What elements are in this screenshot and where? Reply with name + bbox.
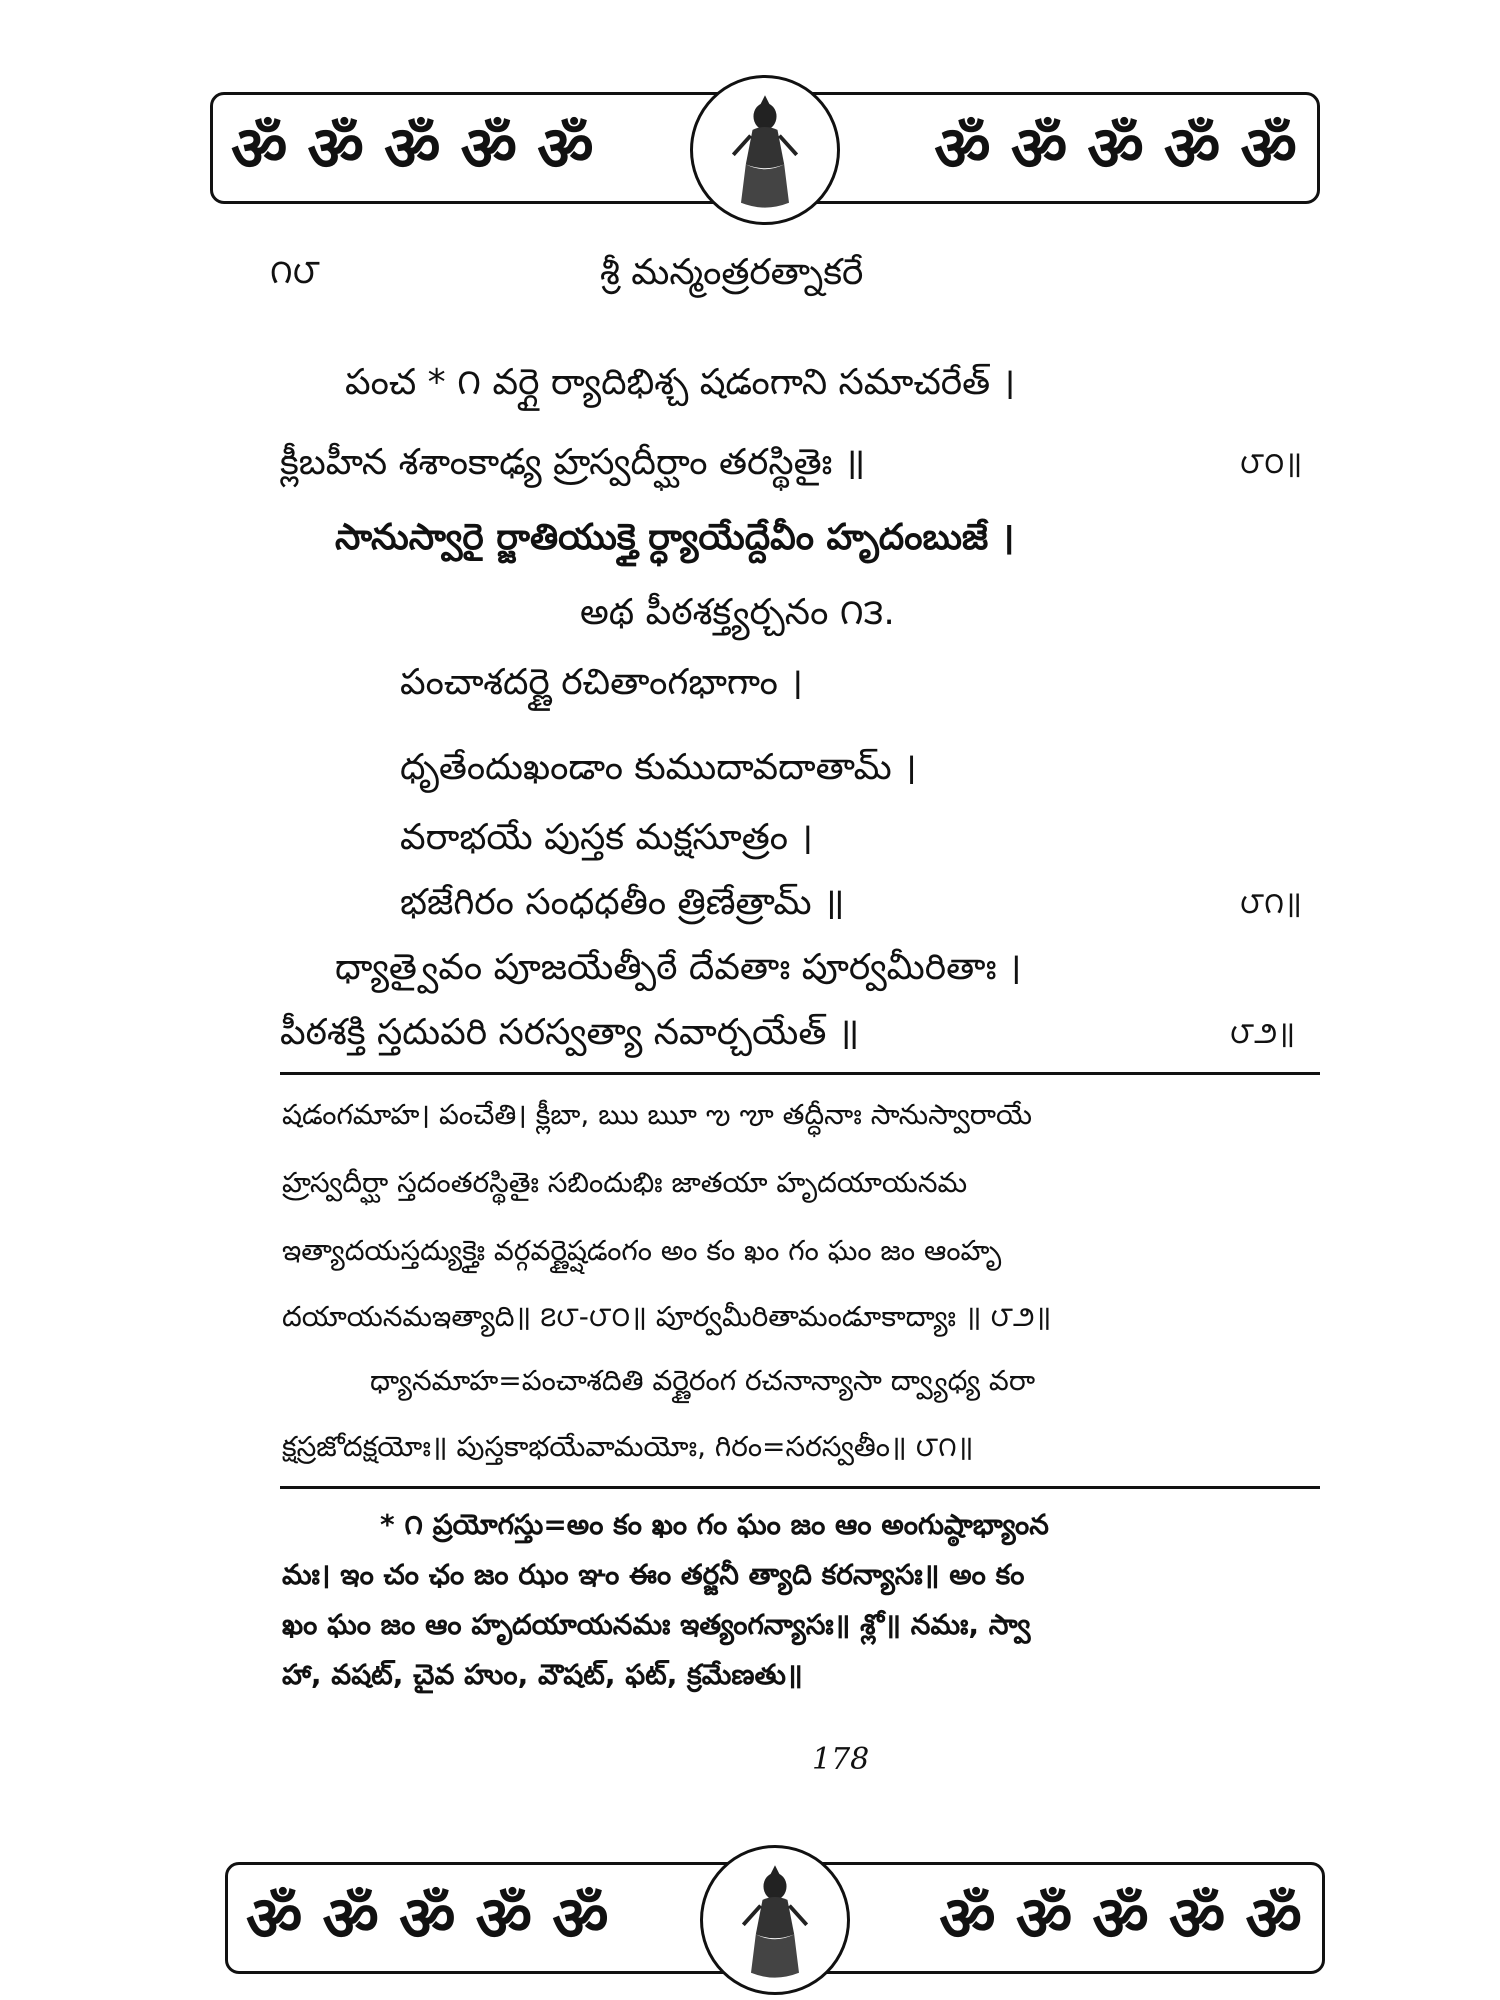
header-number: ౧౮ [270,252,320,292]
om-row-left [246,1879,611,1959]
verse-line: పంచ * ౧ వర్గై ర్యాదిభిశ్చ షడంగాని సమాచరేత్ । [345,362,1016,403]
top-om-border [210,92,1320,204]
om-symbol: ॐ [934,112,993,185]
om-row-right [934,109,1299,189]
om-symbol: ॐ [1010,112,1070,185]
om-symbol: ॐ [307,112,367,185]
verse-line: పీఠశక్తి స్తదుపరి సరస్వత్యా నవార్చయేత్ ॥ [280,1012,860,1053]
running-header [270,252,1310,312]
footnote-line: హా, వషట్, చైవ హుం, వౌషట్, ఫట్, క్రమేణతు॥ [282,1658,803,1691]
verse-line: భజేగిరం సంధధతీం త్రిణేత్రామ్ ॥ [400,882,845,923]
verse-number: ౮౦॥ [1240,446,1303,481]
verse-line: పంచాశదర్ణై రచితాంగభాగాం । [400,662,804,703]
om-row-left [231,109,596,189]
bottom-om-border [225,1862,1325,1974]
verse-line: క్లీబహీన శశాంకాఢ్య హ్రస్వదీర్ఘాం తరస్థితైః ॥ [280,442,866,483]
om-symbol: ॐ [460,112,520,185]
verse-line: సానుస్వారై ర్జాతియుక్తై ర్ధ్యాయేద్దేవీం హృదంబుజే । [335,517,1015,558]
om-row-right [939,1879,1304,1959]
deity-medallion-icon [700,1845,850,1995]
deity-medallion-icon [690,75,840,225]
verse-line: వరాభయే పుస్తక మక్షసూత్రం । [400,817,814,858]
om-symbol: ॐ [322,1882,382,1955]
om-symbol: ॐ [399,1882,458,1955]
om-symbol: ॐ [1163,112,1223,185]
om-symbol: ॐ [1240,112,1299,185]
verse-line: ధృతేందుఖండాం కుముదావదాతామ్ । [400,747,917,788]
verse-number: ౮౧॥ [1240,886,1303,921]
om-symbol: ॐ [475,1882,535,1955]
om-symbol: ॐ [1092,1882,1151,1955]
divider [280,1486,1320,1489]
om-symbol: ॐ [1015,1882,1075,1955]
commentary-line: ఇత్యాదయస్తద్యుక్తైః వర్గవర్ణైష్షడంగం అం కం ఖం గం ఘం జం ఆంహృ [282,1234,1002,1267]
header-title: శ్రీ మన్మంత్రరత్నాకరే [600,252,864,293]
om-symbol: ॐ [246,1882,305,1955]
divider [280,1072,1320,1075]
footnote-line: ఖం ఘం జం ఆం హృదయాయనమః ఇత్యంగన్యాసః॥ శ్లో॥ నమః, స్వా [282,1608,1031,1641]
section-heading: అథ పీఠశక్త్యర్చనం ౧౩. [580,592,895,633]
om-symbol: ॐ [231,112,290,185]
om-symbol: ॐ [1245,1882,1304,1955]
footnote-line: * ౧ ప్రయోగస్తు=అం కం ఖం గం ఘం జం ఆం అంగుష్ఠాభ్యాంన [380,1508,1049,1541]
verse-line: ధ్యాత్వైవం పూజయేత్పీఠే దేవతాః పూర్వమీరితాః । [335,947,1022,988]
commentary-line: ధ్యానమాహ=పంచాశదితి వర్ణైరంగ రచనాన్యాసా ద్వ్యాధ్య వరా [370,1364,1036,1397]
verse-number: ౮౨॥ [1230,1016,1296,1051]
om-symbol: ॐ [1087,112,1146,185]
om-symbol: ॐ [552,1882,611,1955]
commentary-line: దయాయనమఇత్యాది॥ ౭౮-౮౦॥ పూర్వమీరితామండూకాద్యాః ॥ ౮౨॥ [282,1300,1052,1333]
om-symbol: ॐ [537,112,596,185]
page-number: 178 [812,1742,870,1777]
om-symbol: ॐ [384,112,443,185]
om-symbol: ॐ [939,1882,998,1955]
commentary-line: క్షస్రజోదక్షయోః॥ పుస్తకాభయేవామయోః, గిరం=సరస్వతీం॥ ౮౧॥ [282,1430,974,1463]
footnote-line: మః। ఇం చం ఛం జం ఝం ఞం ఈం తర్జనీ త్యాది కరన్యాసః॥ అం కం [282,1558,1025,1591]
om-symbol: ॐ [1168,1882,1228,1955]
commentary-line: షడంగమాహ। పంచేతి। క్లీబా, ఋ ౠ ఌ ౡ తద్ధీనాః సానుస్వారాయే [282,1098,1033,1131]
commentary-line: హ్రస్వదీర్ఘా స్తదంతరస్థితైః సబిందుభిః జాతయా హృదయాయనమ [282,1166,968,1199]
